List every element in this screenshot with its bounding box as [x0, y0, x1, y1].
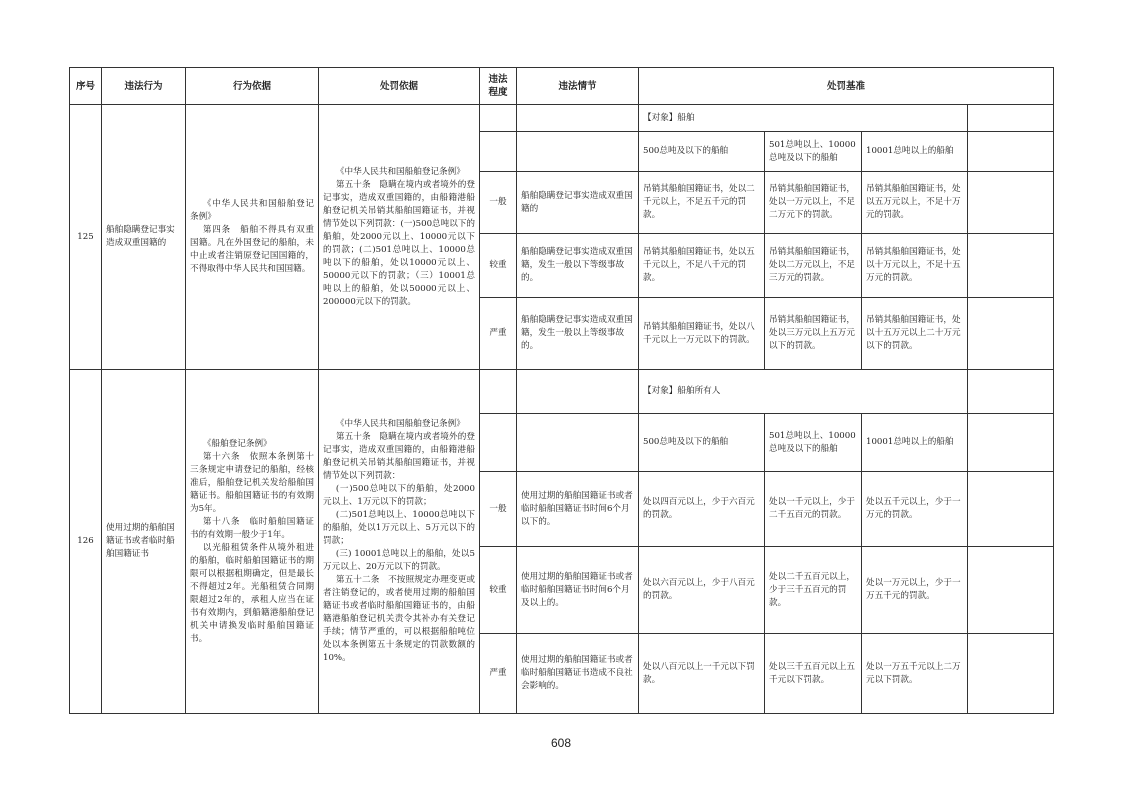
penalty-basis-line: 《中华人民共和国船舶登记条例》 — [335, 166, 465, 177]
circ-cell: 使用过期的船舶国籍证书或者临时船舶国籍证书时间6个月及以上的。 — [517, 547, 639, 634]
basis-cell — [186, 370, 319, 714]
header-degree: 违法程度 — [480, 68, 517, 105]
penalty-cell: 吊销其船舶国籍证书，处以十万元以上，不足十五万元的罚款。 — [862, 234, 968, 298]
basis-cell — [186, 105, 319, 370]
penalty-cell: 吊销其船舶国籍证书，处以一万元以上，不足二万元下的罚款。 — [765, 172, 862, 234]
tier-cell: 501总吨以上、10000总吨及以下的船舶 — [765, 132, 862, 172]
act-cell: 使用过期的船舶国籍证书或者临时船舶国籍证书 — [102, 370, 186, 714]
table-row — [70, 105, 1054, 132]
penalty-cell: 吊销其船舶国籍证书，处以八千元以上一万元以下的罚款。 — [639, 298, 765, 370]
basis-line: 第四条 船舶不得具有双重国籍。凡在外国登记的船舶，未中止或者注销原登记国国籍的，不得取得中华人民共和国国籍。 — [190, 225, 314, 274]
degree-cell: 一般 — [480, 472, 517, 547]
penalty-cell: 处以二千五百元以上，少于三千五百元的罚款。 — [765, 547, 862, 634]
penalty-basis-line: 《中华人民共和国船舶登记条例》 — [335, 419, 465, 429]
act-cell: 船舶隐瞒登记事实造成双重国籍的 — [102, 105, 186, 370]
empty-cell — [480, 370, 517, 414]
header-act: 违法行为 — [102, 68, 186, 105]
seq-cell: 126 — [70, 370, 102, 714]
penalty-basis-line: 第五十条 隐瞒在境内或者境外的登记事实，造成双重国籍的，由船籍港船舶登记机关吊销其船舶国籍证书，并视情节处以下列罚款：(一)500总吨以下的船舶，处2000元以上、10000元以下的罚款；(二)501总吨以上、10000总吨以下的船舶，处以10000元以上、50000元以下的罚款；（三）10001总吨以上的船舶，处以50000元以上、200000元以下的罚款。 — [323, 179, 476, 307]
header-seq: 序号 — [70, 68, 102, 105]
empty-cell — [480, 105, 517, 132]
header-circ: 违法情节 — [517, 68, 639, 105]
penalty-basis-line: (三) 10001总吨以上的船舶，处以5万元以上、20万元以下的罚款。 — [323, 549, 475, 572]
penalty-basis-line: 第五十二条 不按照规定办理变更或者注销登记的，或者使用过期的船舶国籍证书或者临时船舶国籍证书的，由船籍港船舶登记机关责令其补办有关登记手续；情节严重的，可以根据船舶吨位处以本条例第五十条规定的罚款数额的10%。 — [323, 575, 475, 663]
penalty-cell: 吊销其船舶国籍证书，处以二千元以上，不足五千元的罚款。 — [639, 172, 765, 234]
target-cell: 【对象】船舶 — [639, 105, 968, 132]
empty-cell — [968, 414, 1054, 472]
empty-cell — [517, 132, 639, 172]
penalty-basis-line: (二)501总吨以上、10000总吨以下的船舶，处以1万元以上、5万元以下的罚款； — [323, 510, 475, 546]
degree-cell: 较重 — [480, 234, 517, 298]
empty-cell — [968, 172, 1054, 234]
circ-cell: 使用过期的船舶国籍证书或者临时船舶国籍证书造成不良社会影响的。 — [517, 634, 639, 714]
penalty-cell: 处以六百元以上，少于八百元的罚款。 — [639, 547, 765, 634]
tier-cell: 500总吨及以下的船舶 — [639, 132, 765, 172]
basis-line: 《中华人民共和国船舶登记条例》 — [190, 199, 314, 222]
empty-cell — [968, 298, 1054, 370]
tier-cell: 10001总吨以上的船舶 — [862, 414, 968, 472]
penalty-cell: 处以一千元以上，少于二千五百元的罚款。 — [765, 472, 862, 547]
seq-cell: 125 — [70, 105, 102, 370]
penalty-basis-line: (一)500总吨以下的船舶，处2000元以上、1万元以下的罚款； — [323, 484, 475, 507]
header-row — [70, 68, 1054, 105]
penalty-cell: 吊销其船舶国籍证书，处以五千元以上，不足八千元的罚款。 — [639, 234, 765, 298]
circ-cell: 使用过期的船舶国籍证书或者临时船舶国籍证书时间6个月以下的。 — [517, 472, 639, 547]
basis-line: 第十八条 临时船舶国籍证书的有效期一般少于1年。 — [190, 516, 314, 540]
penalty-cell: 处以八百元以上一千元以下罚款。 — [639, 634, 765, 714]
penalty-cell: 处以五千元以上，少于一万元的罚款。 — [862, 472, 968, 547]
penalty-cell: 处以一万元以上，少于一万五千元的罚款。 — [862, 547, 968, 634]
empty-cell — [968, 547, 1054, 634]
penalty-cell: 吊销其船舶国籍证书，处以二万元以上，不足三万元的罚款。 — [765, 234, 862, 298]
degree-cell: 严重 — [480, 634, 517, 714]
basis-line: 以光船租赁条件从境外租进的船舶，临时船舶国籍证书的期限可以根据租期确定，但是最长不得超过2年。光船租赁合同期限超过2年的，承租人应当在证书有效期内，到船籍港船舶登记机关申请换发临时船舶国籍证书。 — [190, 542, 314, 644]
circ-cell: 船舶隐瞒登记事实造成双重国籍，发生一般以上等级事故的。 — [517, 298, 639, 370]
degree-cell: 一般 — [480, 172, 517, 234]
empty-cell — [968, 234, 1054, 298]
empty-cell — [968, 132, 1054, 172]
penalty-cell: 处以四百元以上，少于六百元的罚款。 — [639, 472, 765, 547]
tier-cell: 501总吨以上、10000总吨及以下的船舶 — [765, 414, 862, 472]
penalty-basis-line: 第五十条 隐瞒在境内或者境外的登记事实，造成双重国籍的，由船籍港船舶登记机关吊销其船舶国籍证书，并视情节处以下列罚款： — [323, 432, 475, 481]
empty-cell — [968, 370, 1054, 414]
penalty-basis-cell — [319, 370, 480, 714]
tier-cell: 10001总吨以上的船舶 — [862, 132, 968, 172]
empty-cell — [968, 634, 1054, 714]
penalty-cell: 处以一万五千元以上二万元以下罚款。 — [862, 634, 968, 714]
page-number: 608 — [550, 736, 572, 750]
circ-cell: 船舶隐瞒登记事实造成双重国籍，发生一般以下等级事故的。 — [517, 234, 639, 298]
circ-cell: 船舶隐瞒登记事实造成双重国籍的 — [517, 172, 639, 234]
header-basis: 行为依据 — [186, 68, 319, 105]
empty-cell — [480, 132, 517, 172]
empty-cell — [480, 414, 517, 472]
target-cell: 【对象】船舶所有人 — [639, 370, 968, 414]
empty-cell — [968, 472, 1054, 547]
basis-line: 《船舶登记条例》 — [202, 438, 272, 449]
degree-cell: 较重 — [480, 547, 517, 634]
empty-cell — [517, 414, 639, 472]
penalty-standard-table — [69, 67, 1054, 714]
empty-cell — [517, 370, 639, 414]
penalty-cell: 吊销其船舶国籍证书，处以十五万元以上二十万元以下的罚款。 — [862, 298, 968, 370]
tier-cell: 500总吨及以下的船舶 — [639, 414, 765, 472]
empty-cell — [968, 105, 1054, 132]
penalty-cell: 吊销其船舶国籍证书，处以五万元以上，不足十万元的罚款。 — [862, 172, 968, 234]
penalty-basis-cell — [319, 105, 480, 370]
basis-line: 第十六条 依照本条例第十三条规定申请登记的船舶，经核准后，船舶登记机关发给船舶国籍证书。船舶国籍证书的有效期为5年。 — [190, 451, 314, 514]
header-standard: 处罚基准 — [639, 68, 1054, 105]
degree-cell: 严重 — [480, 298, 517, 370]
penalty-cell: 吊销其船舶国籍证书，处以三万元以上五万元以下的罚款。 — [765, 298, 862, 370]
table-row — [70, 370, 1054, 414]
empty-cell — [517, 105, 639, 132]
penalty-cell: 处以三千五百元以上五千元以下罚款。 — [765, 634, 862, 714]
header-penalty-basis: 处罚依据 — [319, 68, 480, 105]
